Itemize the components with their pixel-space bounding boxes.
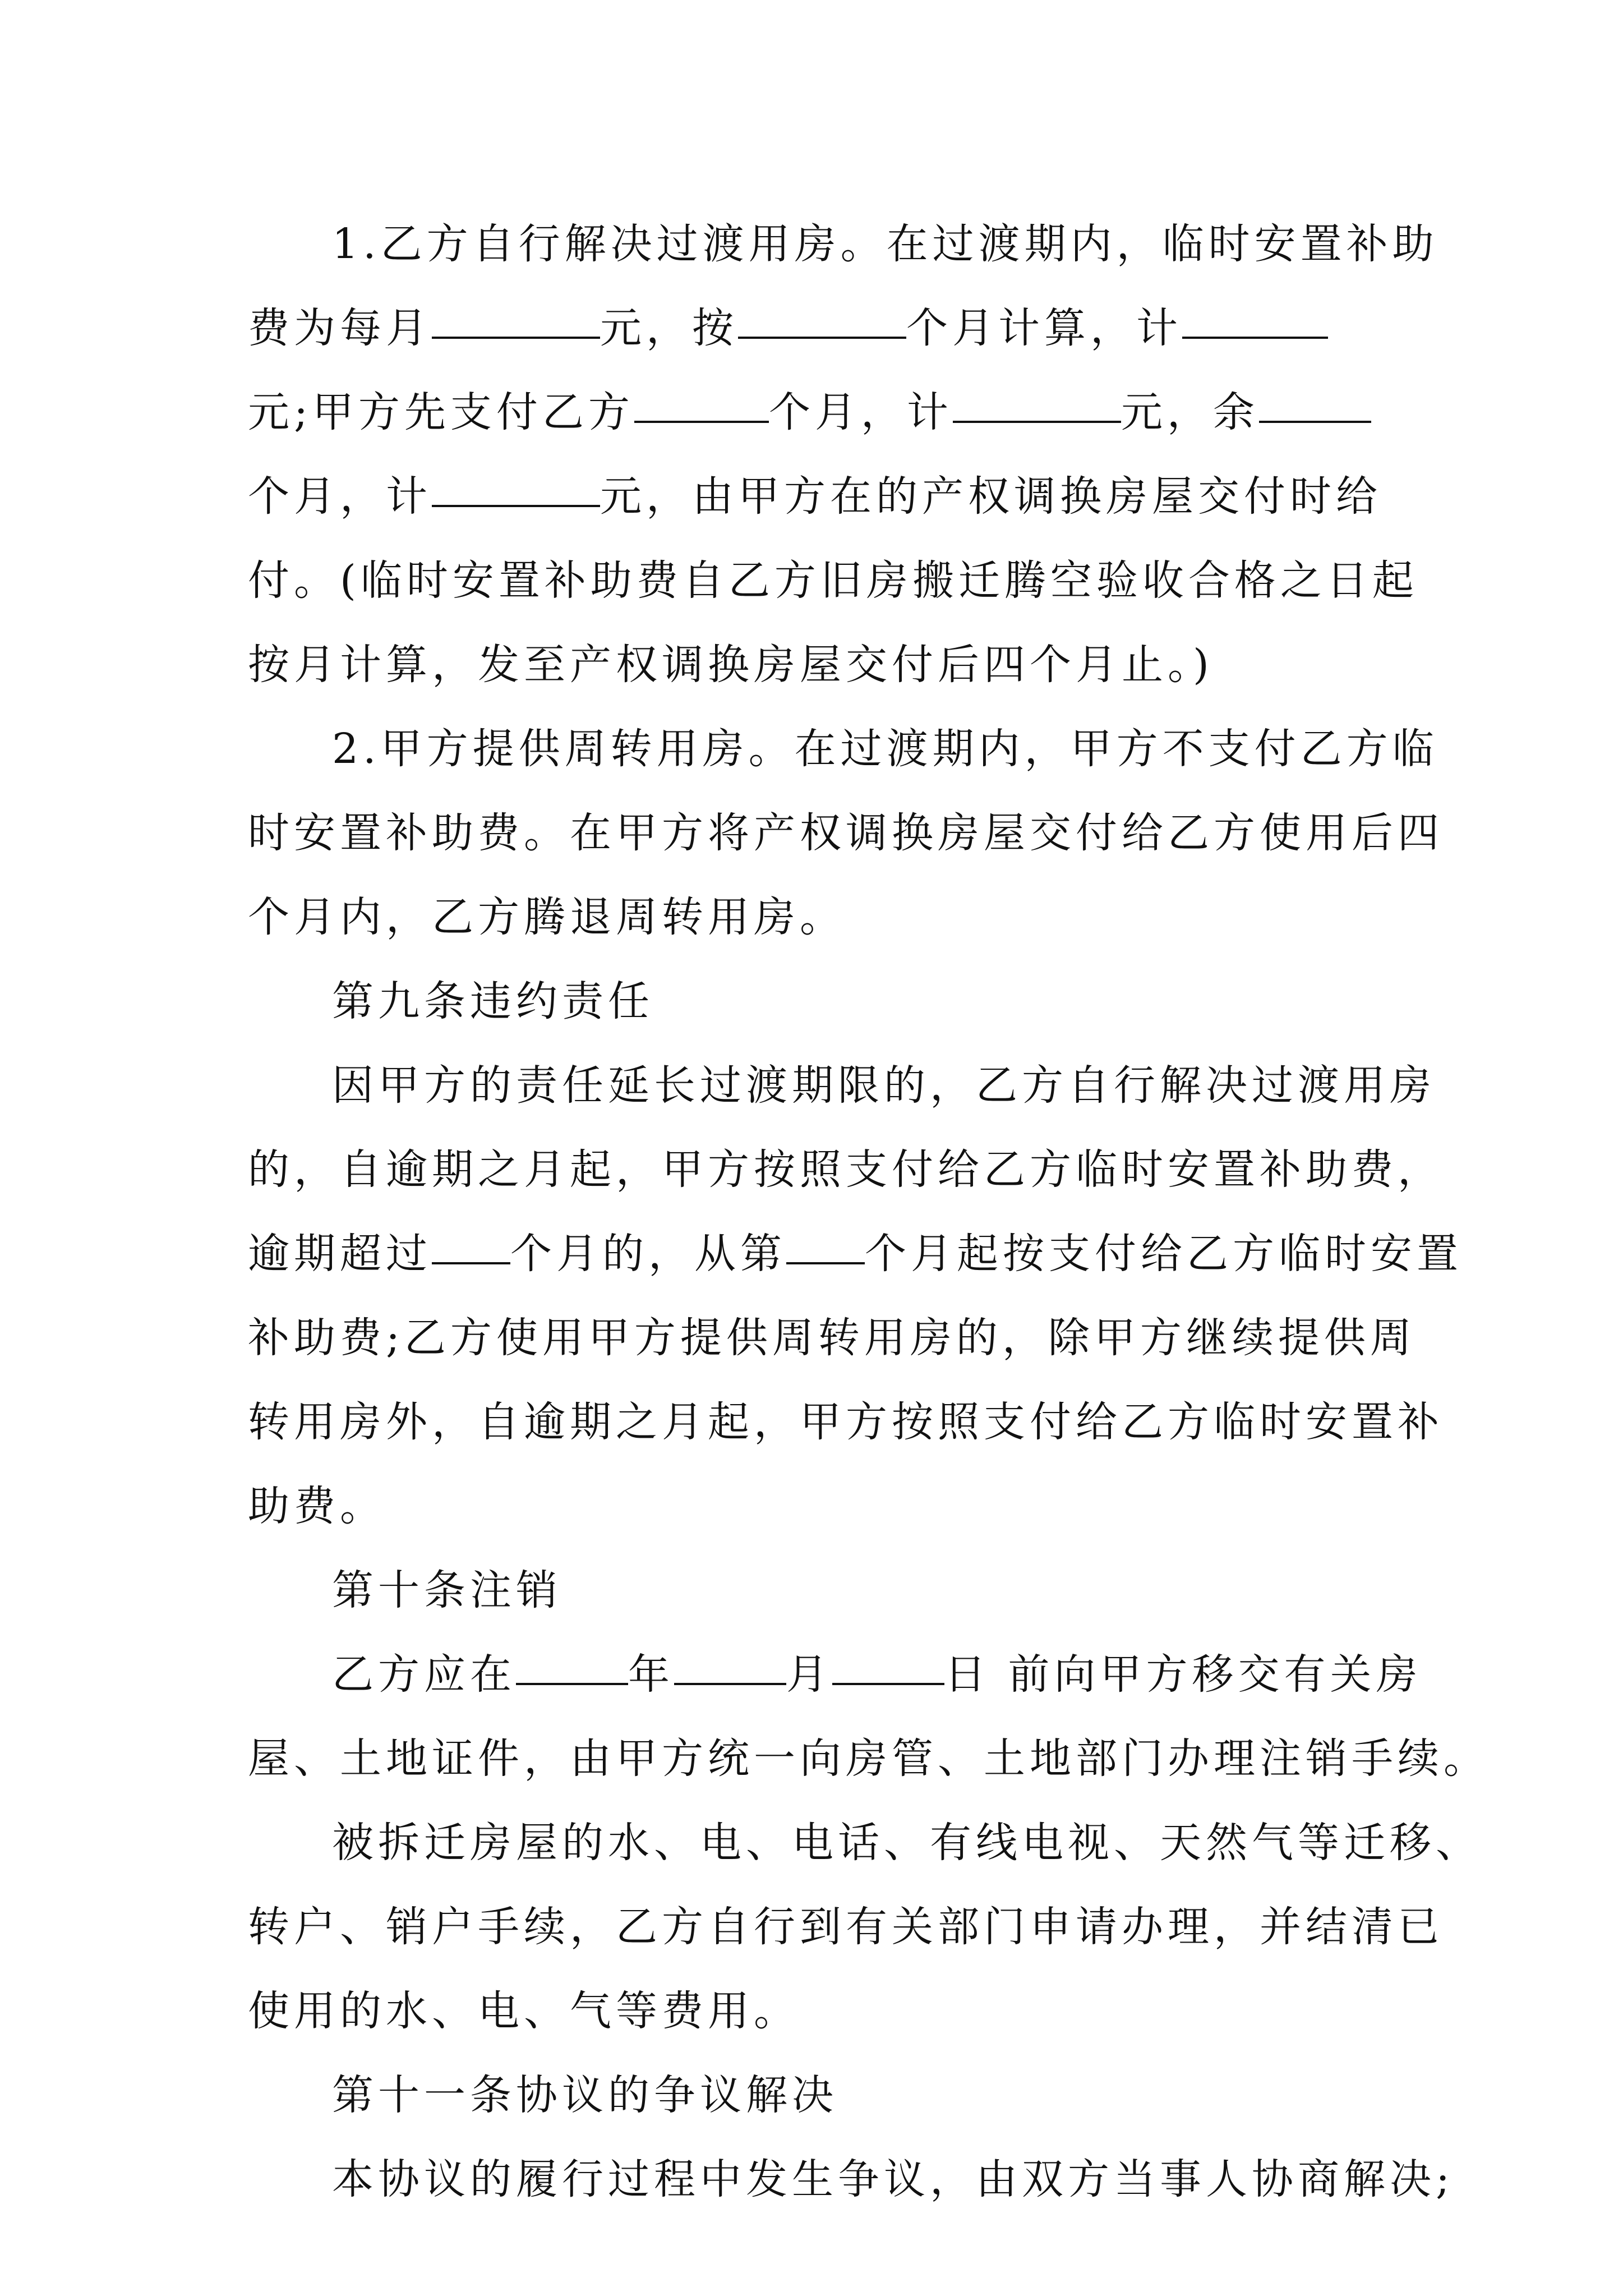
blank-paid-amount bbox=[953, 420, 1121, 423]
blank-year bbox=[516, 1682, 628, 1685]
s10-line-2: 屋、土地证件，由甲方统一向房管、土地部门办理注销手续。 bbox=[248, 1734, 1490, 1783]
blank-start-month bbox=[786, 1262, 865, 1264]
s10-line-1-text-b: 年 bbox=[628, 1650, 674, 1699]
p1-line-4-text-b: 元，由甲方在的产权调换房屋交付时给 bbox=[600, 472, 1382, 521]
s9-line-6: 助费。 bbox=[248, 1482, 386, 1530]
s10-line-1 bbox=[332, 1632, 1422, 1717]
s10-p2-line-1: 被拆迁房屋的水、电、电话、有线电视、天然气等迁移、 bbox=[332, 1819, 1482, 1867]
s10-p2-line-3: 使用的水、电、气等费用。 bbox=[248, 1987, 800, 2035]
s9-line-1: 因甲方的责任延长过渡期限的，乙方自行解决过渡用房 bbox=[332, 1061, 1436, 1110]
p1-line-2-text-a: 费为每月 bbox=[248, 304, 432, 352]
blank-total bbox=[1182, 336, 1328, 339]
blank-overdue-months bbox=[432, 1262, 510, 1264]
blank-remaining-amount bbox=[432, 504, 600, 507]
p1-line-2 bbox=[248, 286, 1328, 370]
p1-line-2-text-b: 元，按 bbox=[600, 304, 738, 352]
p1-line-2-text-c: 个月计算，计 bbox=[906, 304, 1182, 352]
s11-line-1: 本协议的履行过程中发生争议，由双方当事人协商解决; bbox=[332, 2155, 1454, 2203]
p1-line-1: 1.乙方自行解决过渡用房。在过渡期内，临时安置补助 bbox=[332, 220, 1438, 268]
s10-line-1-text-c: 月 bbox=[786, 1650, 832, 1699]
s10-line-1-text-d: 日 前向甲方移交有关房 bbox=[944, 1650, 1422, 1699]
p1-line-3-text-c: 元，余 bbox=[1121, 388, 1259, 436]
section-9-title: 第九条违约责任 bbox=[332, 977, 654, 1025]
s9-line-4: 补助费;乙方使用甲方提供周转用房的，除甲方继续提供周 bbox=[248, 1314, 1416, 1362]
p1-line-4-text-a: 个月，计 bbox=[248, 472, 432, 521]
s10-line-1-text-a: 乙方应在 bbox=[332, 1650, 516, 1699]
section-10-title: 第十条注销 bbox=[332, 1566, 562, 1614]
blank-monthly-amount bbox=[432, 336, 600, 339]
blank-month bbox=[674, 1682, 786, 1685]
p1-line-5: 付。(临时安置补助费自乙方旧房搬迁腾空验收合格之日起 bbox=[248, 556, 1418, 605]
p2-line-1: 2.甲方提供周转用房。在过渡期内，甲方不支付乙方临 bbox=[332, 725, 1438, 773]
p1-line-4 bbox=[248, 454, 1382, 539]
p1-line-3-text-b: 个月，计 bbox=[768, 388, 953, 436]
blank-months-paid bbox=[634, 420, 769, 423]
p2-line-3: 个月内，乙方腾退周转用房。 bbox=[248, 893, 846, 941]
p2-line-2: 时安置补助费。在甲方将产权调换房屋交付给乙方使用后四 bbox=[248, 809, 1444, 857]
blank-remaining-months bbox=[1259, 420, 1371, 423]
s9-line-3 bbox=[248, 1212, 1463, 1296]
p1-line-3-text-a: 元;甲方先支付乙方 bbox=[248, 388, 634, 436]
s9-line-5: 转用房外，自逾期之月起，甲方按照支付给乙方临时安置补 bbox=[248, 1398, 1444, 1446]
blank-months bbox=[738, 336, 906, 339]
s9-line-3-text-c: 个月起按支付给乙方临时安置 bbox=[865, 1230, 1463, 1278]
s9-line-3-text-b: 个月的，从第 bbox=[510, 1230, 786, 1278]
blank-day bbox=[832, 1682, 944, 1685]
s9-line-3-text-a: 逾期超过 bbox=[248, 1230, 432, 1278]
p1-line-3 bbox=[248, 370, 1371, 454]
p1-line-6: 按月计算，发至产权调换房屋交付后四个月止。) bbox=[248, 641, 1214, 689]
s10-p2-line-2: 转户、销户手续，乙方自行到有关部门申请办理，并结清已 bbox=[248, 1903, 1444, 1951]
s9-line-2: 的，自逾期之月起，甲方按照支付给乙方临时安置补助费， bbox=[248, 1145, 1444, 1194]
section-11-title: 第十一条协议的争议解决 bbox=[332, 2071, 838, 2119]
